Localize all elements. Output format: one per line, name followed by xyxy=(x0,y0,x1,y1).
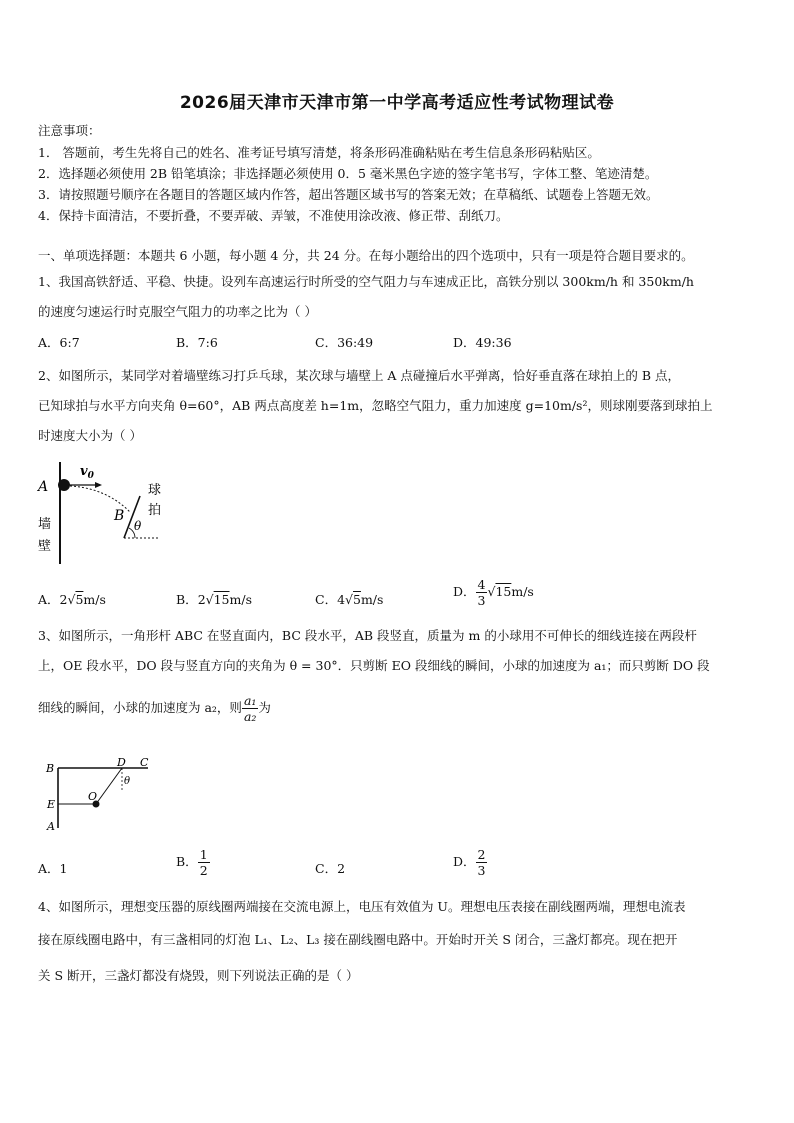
q2-stem-line1: 2、如图所示，某同学对着墙壁练习打乒乓球，某次球与墙壁上 A 点碰撞后水平弹离，恰好垂直落在球拍上的 B 点， xyxy=(38,368,681,383)
q3-stem-line2: 上，OE 段水平，DO 段与竖直方向的夹角为 θ = 30°．只剪断 EO 段细线的瞬间，小球的加速度为 a₁；而只剪断 DO 段 xyxy=(38,658,710,673)
q1-option-b: B．7:6 xyxy=(176,335,218,350)
label-theta: θ xyxy=(124,776,131,787)
q4-stem-line2: 接在原线圈电路中，有三盏相同的灯泡 L₁、L₂、L₃ 接在副线圈电路中。开始时开关 S 闭合，三盏灯都亮。现在把开 xyxy=(38,932,678,947)
label-o: O xyxy=(88,790,98,803)
label-theta: θ xyxy=(134,519,142,533)
notice-item-2: 2．选择题必须使用 2B 铅笔填涂；非选择题必须使用 0．5 毫米黑色字迹的签字笔书写，字体工整、笔迹清楚。 xyxy=(38,166,658,181)
label-racket-1: 球 xyxy=(148,483,162,498)
label-racket-2: 拍 xyxy=(148,503,162,518)
velocity-arrowhead xyxy=(95,482,102,488)
q2-option-b: B．2√15m/s xyxy=(176,592,252,607)
q2-stem-line2: 已知球拍与水平方向夹角 θ=60°，AB 两点高度差 h=1m，忽略空气阻力，重力加速度 g=10m/s²，则球刚要落到球拍上 xyxy=(38,398,713,413)
notice-item-3: 3．请按照题号顺序在各题目的答题区域内作答，超出答题区域书写的答案无效；在草稿纸、试题卷上答题无效。 xyxy=(38,187,659,202)
q1-option-a: A．6:7 xyxy=(38,335,80,350)
label-b: B xyxy=(46,762,55,775)
q2-option-d: D． $\frac{4}{3}$ √15m/s xyxy=(453,577,534,608)
label-a: A xyxy=(47,820,55,833)
notice-heading: 注意事项： xyxy=(38,123,101,138)
section-heading: 一、单项选择题：本题共 6 小题，每小题 4 分，共 24 分。在每小题给出的四个选项中，只有一项是符合题目要求的。 xyxy=(38,248,694,263)
q3-option-a: A．1 xyxy=(38,861,68,876)
q3-figure xyxy=(44,756,164,836)
label-v0: $v_0$ xyxy=(80,464,94,481)
q1-stem-line2: 的速度匀速运行时克服空气阻力的功率之比为（ ） xyxy=(38,304,317,319)
page-title: 2026届天津市天津市第一中学高考适应性考试物理试卷 xyxy=(179,93,615,113)
q1-option-c: C．36:49 xyxy=(315,335,374,350)
notice-item-1: 1． 答题前，考生先将自己的姓名、准考证号填写清楚，将条形码准确粘贴在考生信息条形码粘贴区。 xyxy=(38,145,600,160)
label-a: A xyxy=(38,479,49,495)
q3-option-c: C．2 xyxy=(315,861,346,876)
string-do xyxy=(96,768,122,804)
q1-stem-line1: 1、我国高铁舒适、平稳、快捷。设列车高速运行时所受的空气阻力与车速成正比，高铁分别以 300km/h 和 350km/h xyxy=(38,274,694,289)
label-b: B xyxy=(114,508,125,524)
q3-stem-line1: 3、如图所示，一角形杆 ABC 在竖直面内，BC 段水平，AB 段竖直，质量为 m 的小球用不可伸长的细线连接在两段杆 xyxy=(38,628,697,643)
q1-option-d: D．49:36 xyxy=(453,335,512,350)
q2-figure xyxy=(34,458,174,570)
q2-option-a: A．2√5m/s xyxy=(38,592,106,607)
q4-stem-line3: 关 S 断开，三盏灯都没有烧毁，则下列说法正确的是（ ） xyxy=(38,968,359,983)
q3-stem-line3: 细线的瞬间，小球的加速度为 a₂，则 $\frac{\text{a₁}}{\text{a₂}}$ 为 xyxy=(38,693,271,724)
notice-item-4: 4．保持卡面清洁，不要折叠，不要弄破、弄皱，不准使用涂改液、修正带、刮纸刀。 xyxy=(38,208,509,223)
q4-stem-line1: 4、如图所示，理想变压器的原线圈两端接在交流电源上，电压有效值为 U。理想电压表接在副线圈两端，理想电流表 xyxy=(38,899,686,914)
q2-stem-line3: 时速度大小为（ ） xyxy=(38,428,142,443)
label-wall-1: 墙 xyxy=(38,517,52,532)
q3-option-d: D． $\frac{2}{3}$ xyxy=(453,847,486,878)
q2-option-c: C．4√5m/s xyxy=(315,592,384,607)
label-e: E xyxy=(47,798,56,811)
label-d: D xyxy=(117,756,126,769)
label-wall-2: 壁 xyxy=(38,539,52,554)
label-c: C xyxy=(140,756,149,769)
q3-option-b: B． $\frac{1}{2}$ xyxy=(176,847,208,878)
ball xyxy=(58,479,70,491)
